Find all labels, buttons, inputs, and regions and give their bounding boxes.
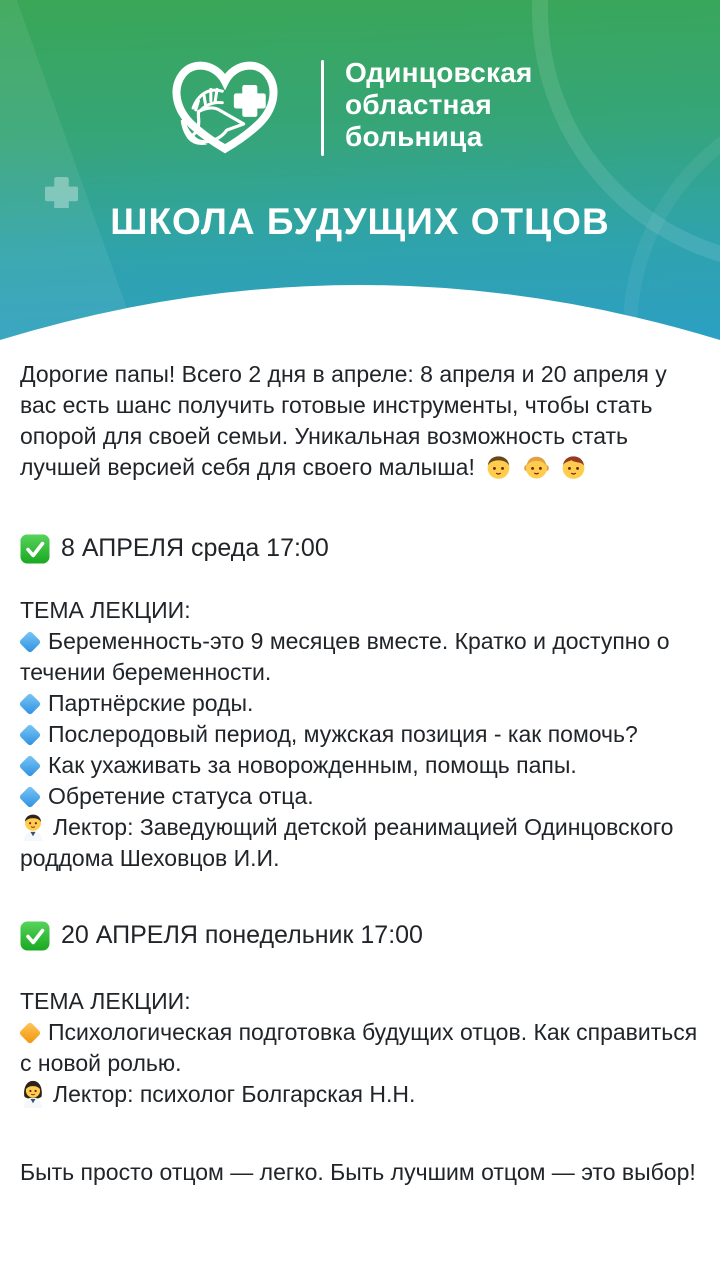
blue-diamond-icon <box>19 786 42 809</box>
session1-topics-title: ТЕМА ЛЕКЦИИ: <box>20 597 191 623</box>
intro-paragraph <box>20 359 700 483</box>
orange-diamond-icon <box>19 1022 42 1045</box>
session2-lecturer <box>20 1079 700 1110</box>
girl-emoji <box>523 453 550 480</box>
topic-text: Послеродовый период, мужская позиция - как помочь? <box>48 721 638 747</box>
woman-health-worker-emoji <box>20 1079 46 1108</box>
hospital-name <box>345 57 533 153</box>
hospital-name-line1: Одинцовская <box>345 57 533 88</box>
topic-item <box>20 1017 700 1079</box>
hospital-heart-deer-logo-icon <box>163 50 287 166</box>
session2-topics-title: ТЕМА ЛЕКЦИИ: <box>20 988 191 1014</box>
topic-item <box>20 626 700 688</box>
session1-topics-list <box>20 626 700 874</box>
boy-emoji <box>560 453 587 480</box>
hospital-name-line2: областная <box>345 89 492 120</box>
green-check-emoji <box>20 534 50 564</box>
page-title: ШКОЛА БУДУЩИХ ОТЦОВ <box>110 201 610 242</box>
session2-date-row <box>20 920 700 951</box>
topic-item <box>20 750 700 781</box>
intro-text: Дорогие папы! Всего 2 дня в апреле: 8 апреля и 20 апреля у вас есть шанс получить готовые инструменты, чтобы стать опорой для своей семьи. Уникальная возможность стать лучшей версией себя для своего малыша! <box>20 361 667 480</box>
session1-date-row <box>20 533 700 564</box>
topic-text: Беременность-это 9 месяцев вместе. Кратко и доступно о течении беременности. <box>20 628 670 685</box>
hospital-name-line3: больница <box>345 121 483 152</box>
footer-slogan: Быть просто отцом — легко. Быть лучшим отцом — это выбор! <box>20 1159 696 1185</box>
blue-diamond-icon <box>19 755 42 778</box>
topic-item <box>20 719 700 750</box>
topic-item <box>20 688 700 719</box>
man-emoji <box>485 453 512 480</box>
white-arc-divider <box>0 275 720 345</box>
blue-diamond-icon <box>19 631 42 654</box>
topic-text: Как ухаживать за новорожденным, помощь папы. <box>48 752 577 778</box>
lecturer-text: Лектор: психолог Болгарская Н.Н. <box>53 1081 416 1107</box>
session1-lecturer <box>20 812 700 874</box>
man-health-worker-emoji <box>20 812 46 841</box>
topic-text: Партнёрские роды. <box>48 690 254 716</box>
blue-diamond-icon <box>19 724 42 747</box>
header-banner <box>0 0 720 345</box>
green-check-emoji <box>20 921 50 951</box>
flyer-content <box>0 359 720 1188</box>
lecturer-text: Лектор: Заведующий детской реанимацией Одинцовского роддома Шеховцов И.И. <box>20 814 674 871</box>
topic-text: Обретение статуса отца. <box>48 783 314 809</box>
session2-date: 20 АПРЕЛЯ понедельник 17:00 <box>61 921 423 949</box>
session1-date: 8 АПРЕЛЯ среда 17:00 <box>61 534 329 562</box>
session2-topics-list <box>20 1017 700 1110</box>
topic-text: Психологическая подготовка будущих отцов. Как справиться с новой ролью. <box>20 1019 698 1076</box>
topic-item <box>20 781 700 812</box>
blue-diamond-icon <box>19 693 42 716</box>
logo-text-divider <box>321 60 324 156</box>
